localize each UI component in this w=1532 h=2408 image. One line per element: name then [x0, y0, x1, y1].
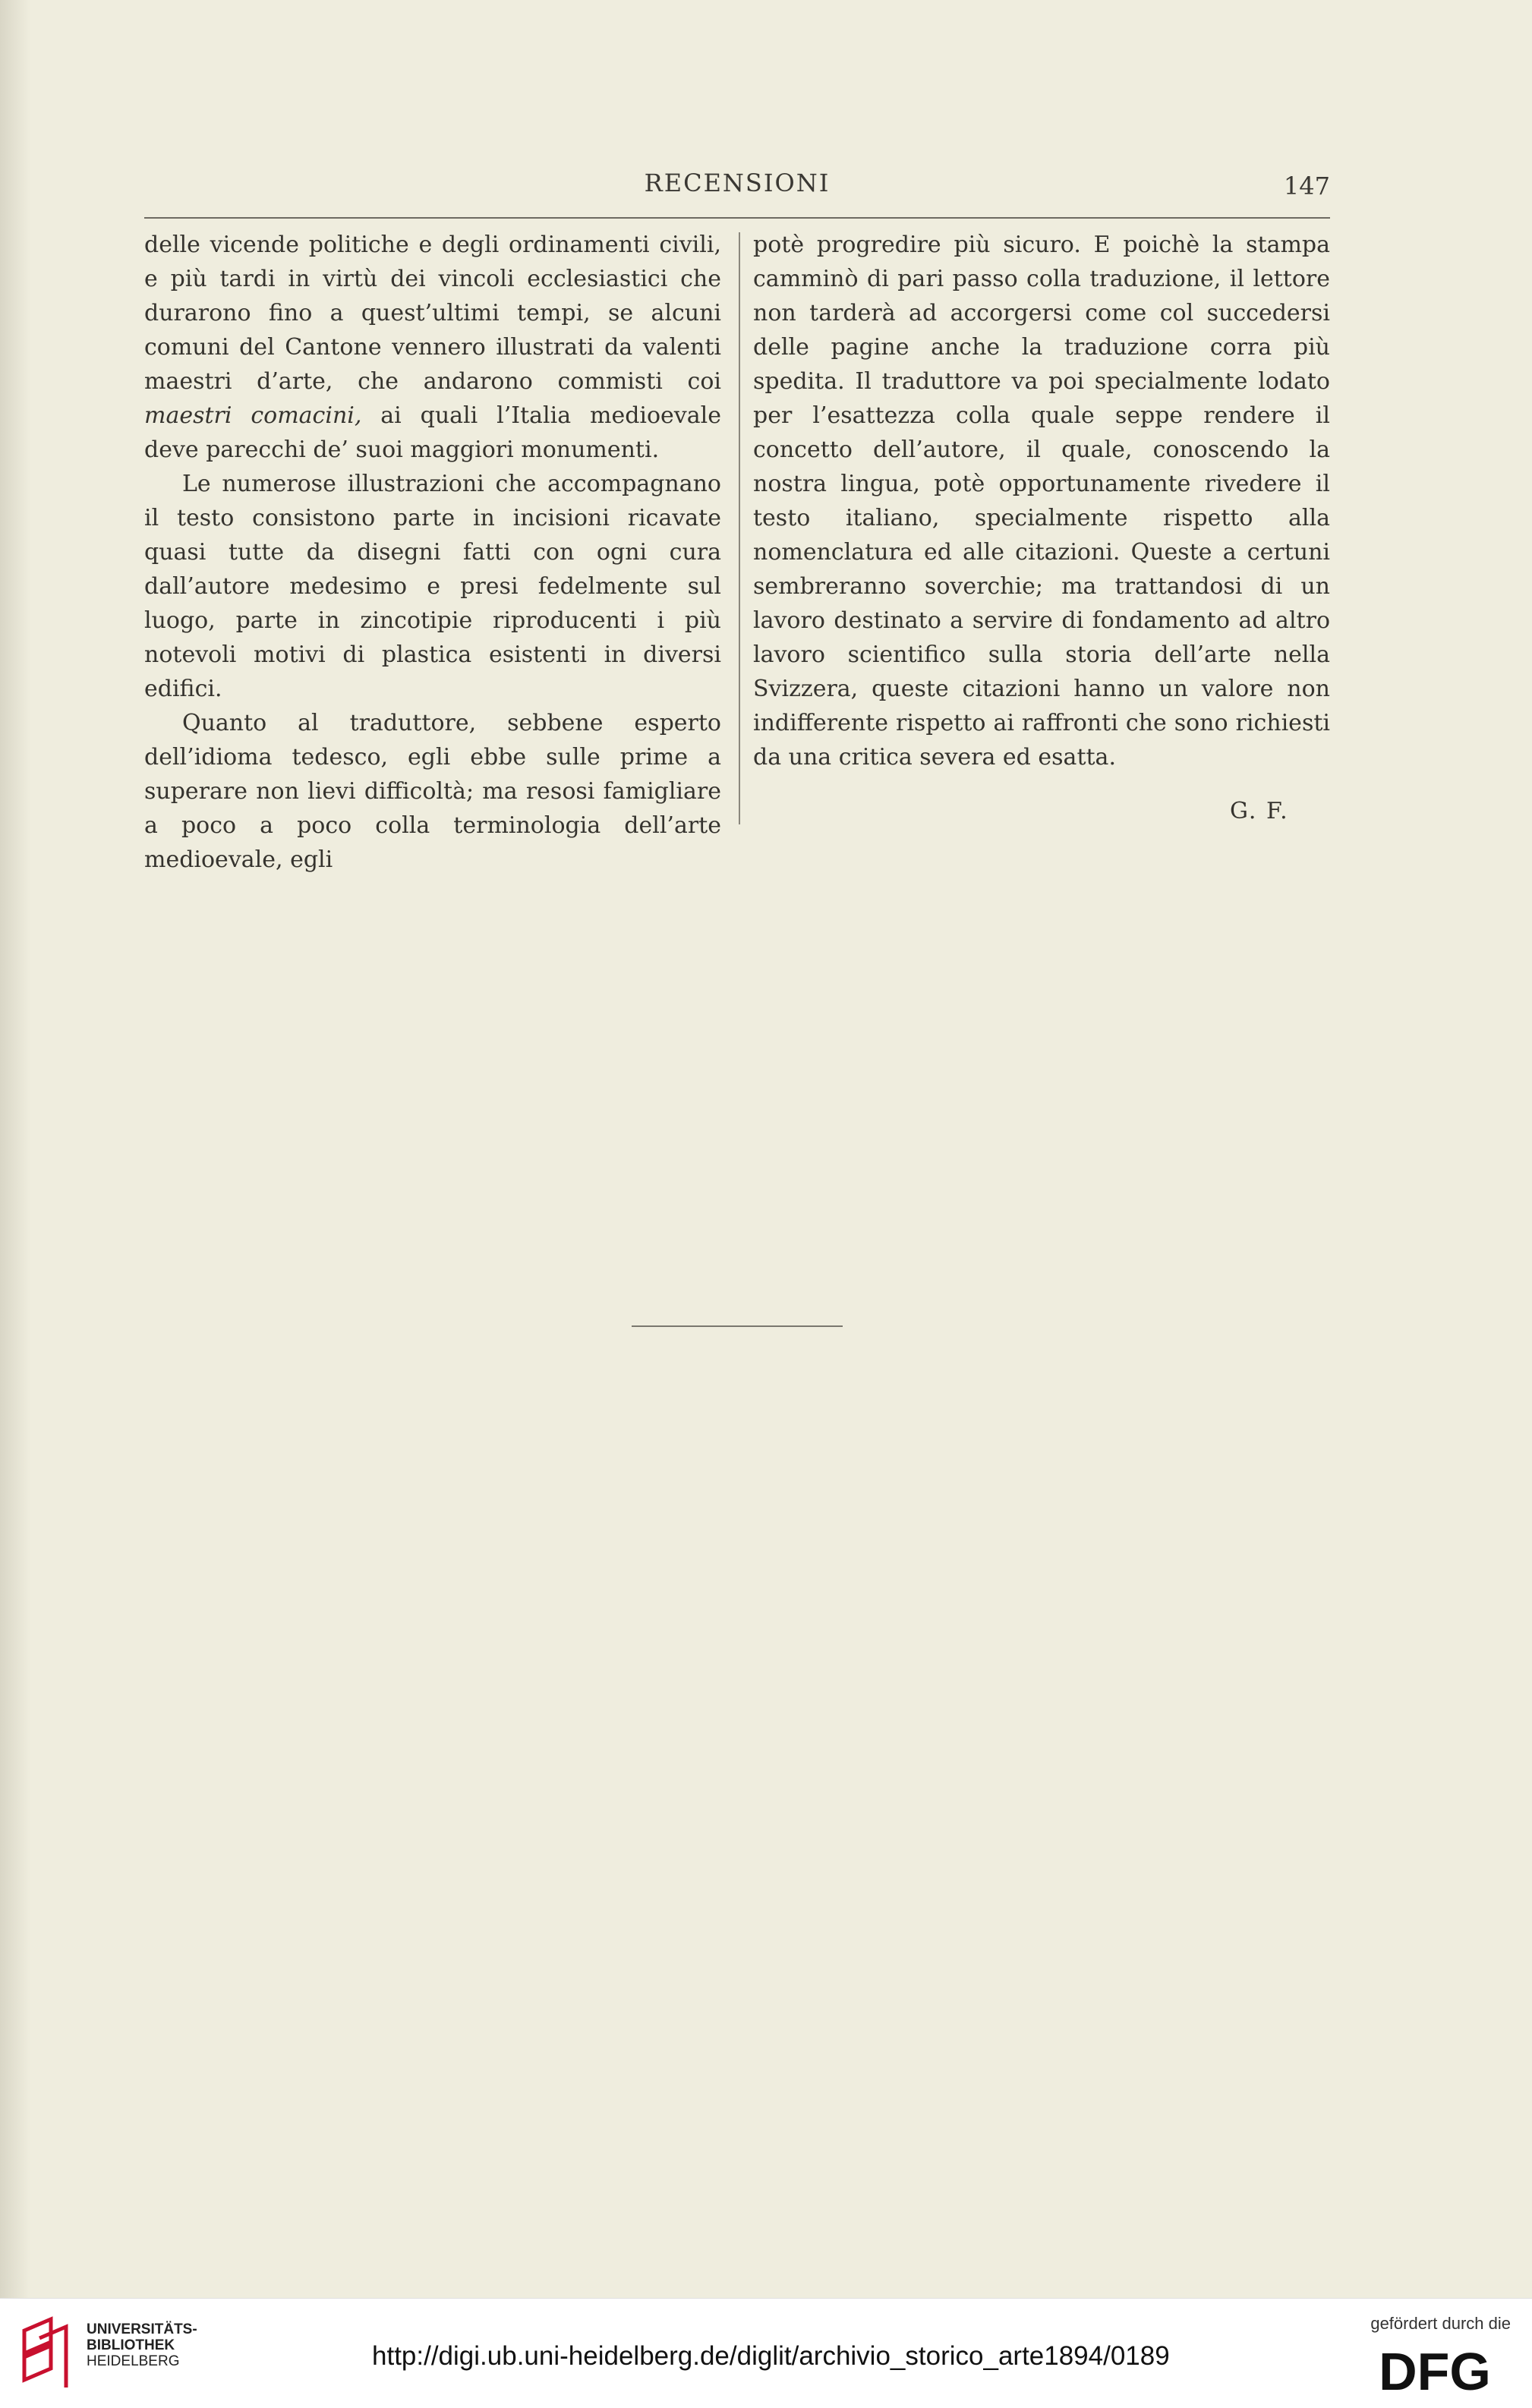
section-end-rule — [632, 1325, 843, 1327]
left-paragraph-3: Quanto al traduttore, sebbene esperto dell’idioma tedesco, egli ebbe sulle prime a superare non lievi difficoltà; ma resosi famigliare a poco a poco colla terminologia dell’arte medioevale, egli — [144, 710, 721, 873]
left-paragraph-1 — [144, 228, 721, 467]
left-paragraph-2: Le numerose illustrazioni che accompagnano il testo consistono parte in incisioni ricavate quasi tutte da disegni fatti con ogni cura dall’autore medesimo e presi fedelmente sul luogo, parte in zincotipie riproducenti i più notevoli motivi di plastica esistenti in diversi edifici. — [144, 471, 721, 702]
permalink-url[interactable]: http://digi.ub.uni-heidelberg.de/diglit/archivio_storico_arte1894/0189 — [372, 2341, 1170, 2371]
dfg-logo-text: DFG — [1379, 2344, 1491, 2396]
funding-label: gefördert durch die — [1370, 2314, 1511, 2333]
page-number: 147 — [1283, 172, 1330, 200]
right-paragraph-1: potè progredire più sicuro. E poichè la stampa camminò di pari passo colla traduzione, il lettore non tarderà ad accorgersi come col succedersi delle pagine anche la traduzione corra più spedita. Il traduttore va poi specialmente lodato per l’esattezza colla quale seppe rendere il concetto dell’autore, il quale, conoscendo la nostra lingua, potè opportunamente rivedere il testo italiano, specialmente rispetto alla nomenclatura ed alle citazioni. Queste a certuni sembreranno soverchie; ma trattandosi di un lavoro destinato a servire di fondamento ad altro lavoro scientifico sulla storia dell’arte nella Svizzera, queste citazioni hanno un valore non indifferente rispetto ai raffronti che sono richiesti da una critica severa ed esatta. — [753, 232, 1330, 771]
left-p1-italic: maestri comacini, — [144, 402, 362, 429]
running-head: RECENSIONI — [644, 169, 831, 197]
library-line-1: UNIVERSITÄTS- — [87, 2321, 197, 2337]
left-p1-text-a: delle vicende politiche e degli ordinamenti civili, e più tardi in virtù dei vincoli ecclesiastici che durarono fino a quest’ultimi tempi, se alcuni comuni del Cantone vennero illustrati da valenti maestri d’arte, che andarono commisti coi — [144, 232, 721, 395]
column-divider — [739, 232, 740, 824]
library-line-2: BIBLIOTHEK — [87, 2337, 175, 2353]
left-p1-text-b: ai quali l’Italia medioevale deve parecchi de’ suoi maggiori monumenti. — [144, 402, 721, 463]
left-column — [144, 228, 721, 877]
dfg-logo-icon[interactable] — [1360, 2344, 1509, 2396]
library-name — [87, 2321, 197, 2369]
right-column — [753, 228, 1330, 774]
ub-heidelberg-logo-icon[interactable] — [17, 2315, 77, 2391]
spine-shadow — [0, 0, 30, 2298]
library-line-3: HEIDELBERG — [87, 2353, 180, 2369]
header-rule — [144, 217, 1330, 219]
footer-bar — [0, 2298, 1532, 2408]
page-header — [144, 169, 1330, 214]
author-signature: G. F. — [1230, 798, 1289, 824]
